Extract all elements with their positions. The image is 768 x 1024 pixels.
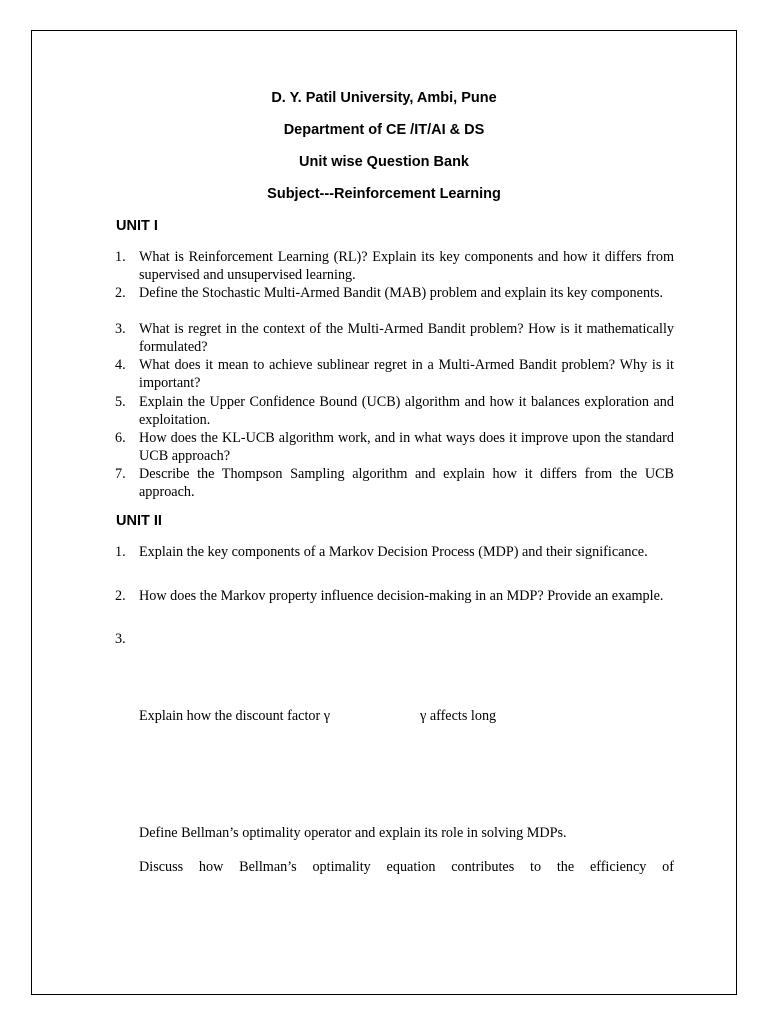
question-text: How does the Markov property influence decision-making in an MDP? Provide an example.: [139, 588, 664, 604]
question-number: 2.: [115, 588, 126, 604]
discount-factor-fragment-b: γ affects long: [420, 708, 497, 724]
bellman-equation-text: Discuss how Bellman’s optimality equation contributes to the efficiency of: [139, 859, 674, 875]
question-number: 4.: [115, 357, 126, 373]
question-text: Describe the Thompson Sampling algorithm and explain how it differs from the UCB approach.: [139, 466, 674, 500]
question-number: 2.: [115, 285, 126, 301]
question-number: 3.: [115, 321, 126, 337]
question-text: What does it mean to achieve sublinear regret in a Multi-Armed Bandit problem? Why is it important?: [139, 357, 674, 391]
question-number: 1.: [115, 249, 126, 265]
question-text: What is regret in the context of the Multi-Armed Bandit problem? How is it mathematically formulated?: [139, 321, 674, 355]
unit-1-question-3: [115, 320, 674, 356]
question-bank-title: Unit wise Question Bank: [299, 154, 469, 170]
question-text: How does the KL-UCB algorithm work, and in what ways does it improve upon the standard UCB approach?: [139, 430, 674, 464]
question-number: 1.: [115, 544, 126, 560]
question-number: 3.: [115, 631, 126, 647]
unit-2-question-2: [115, 587, 674, 605]
bellman-operator-text: Define Bellman’s optimality operator and explain its role in solving MDPs.: [139, 825, 567, 841]
unit-1-question-5: [115, 393, 674, 429]
unit-1-question-1: [115, 248, 674, 284]
question-text: Explain the Upper Confidence Bound (UCB) algorithm and how it balances exploration and exploitation.: [139, 394, 674, 428]
unit-1-heading: UNIT I: [116, 218, 158, 234]
question-number: 7.: [115, 466, 126, 482]
question-number: 5.: [115, 394, 126, 410]
unit-1-question-6: [115, 429, 674, 465]
question-text: Define the Stochastic Multi-Armed Bandit (MAB) problem and explain its key components.: [139, 285, 664, 301]
unit-1-question-4: [115, 356, 674, 392]
university-title: D. Y. Patil University, Ambi, Pune: [271, 90, 497, 106]
question-text: What is Reinforcement Learning (RL)? Explain its key components and how it differs from supervised and unsupervised learning.: [139, 249, 674, 283]
discount-factor-fragment-a: Explain how the discount factor γ: [139, 708, 331, 724]
subject-title: Subject---Reinforcement Learning: [267, 186, 501, 202]
unit-2-question-1: [115, 543, 674, 561]
unit-2-heading: UNIT II: [116, 513, 162, 529]
question-text: Explain the key components of a Markov Decision Process (MDP) and their significance.: [139, 544, 648, 560]
question-number: 6.: [115, 430, 126, 446]
department-title: Department of CE /IT/AI & DS: [283, 122, 485, 138]
unit-1-question-2: [115, 284, 674, 302]
unit-1-question-7: [115, 465, 674, 501]
